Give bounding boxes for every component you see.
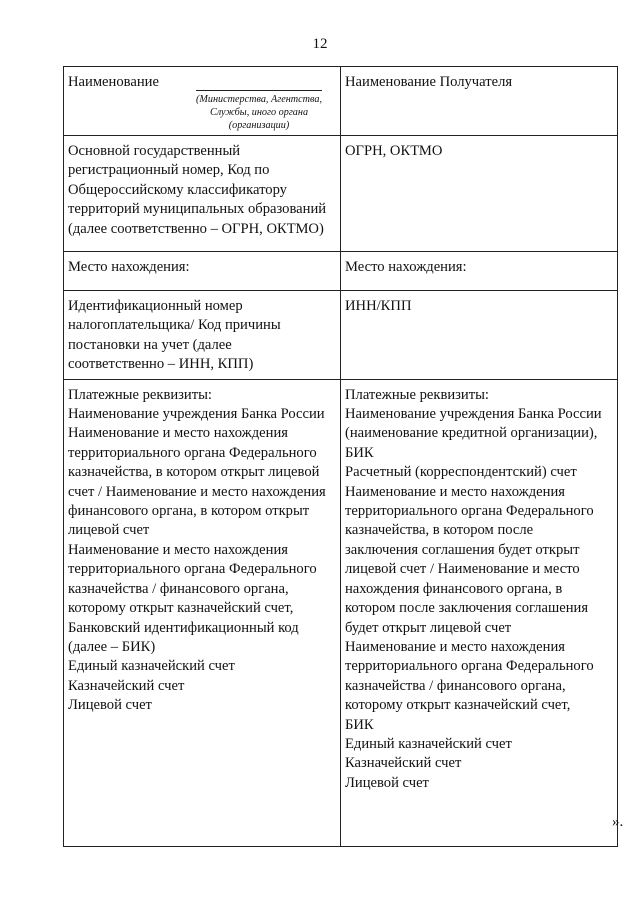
text-line: (далее – БИК) xyxy=(68,638,156,655)
requisites-table xyxy=(63,66,618,847)
text-line: казначейства, в котором открыт лицевой xyxy=(68,464,320,481)
text-line: казначейства / финансового органа, xyxy=(345,677,566,694)
text-line: Общероссийскому классификатору xyxy=(68,181,287,198)
text-line: Идентификационный номер xyxy=(68,298,243,314)
text-line: Казначейский счет xyxy=(345,755,462,772)
blank-fill-line xyxy=(196,90,322,91)
text-line: лицевой счет xyxy=(68,522,150,539)
cell-inn-left xyxy=(64,291,341,380)
text-line: которому открыт казначейский счет, xyxy=(345,697,571,714)
cell-payment-right xyxy=(341,379,618,846)
text-line: котором после заключения соглашения xyxy=(345,600,589,617)
text-line: Банковский идентификационный код xyxy=(68,619,299,636)
text-line: (далее соответственно – ОГРН, ОКТМО) xyxy=(68,220,324,237)
text-line: Наименование учреждения Банка России xyxy=(68,406,325,423)
text-line: Расчетный (корреспондентский) счет xyxy=(345,464,577,481)
cell-place-left xyxy=(64,252,341,291)
table-row-name xyxy=(64,67,618,136)
text-line: Наименование и место нахождения xyxy=(345,483,565,500)
cell-payment-left xyxy=(64,379,341,846)
text-line: БИК xyxy=(345,716,374,733)
text-line: Наименование и место нахождения xyxy=(345,638,565,655)
text-line: Наименование учреждения Банка России xyxy=(345,406,602,423)
page-number: 12 xyxy=(312,36,328,52)
table-row-inn xyxy=(64,291,618,380)
cell-ogrn-right xyxy=(341,136,618,252)
text-line: соответственно – ИНН, КПП) xyxy=(68,356,254,373)
name-hint xyxy=(186,93,332,132)
cell-name-left xyxy=(64,67,341,136)
text-line: нахождения финансового органа, в xyxy=(345,580,563,597)
table-row-ogrn xyxy=(64,136,618,252)
text-line: Наименование и место нахождения xyxy=(68,425,288,442)
hint-line: (организации) xyxy=(228,120,290,131)
text-line: постановки на учет (далее xyxy=(68,336,232,353)
text-line: Наименование и место нахождения xyxy=(68,541,288,558)
text-line: казначейства / финансового органа, xyxy=(68,580,289,597)
text-line: регистрационный номер, Код по xyxy=(68,162,270,179)
text-line: территориального органа Федерального xyxy=(345,658,594,675)
table-row-payment xyxy=(64,379,618,846)
recipient-name-label: Наименование Получателя xyxy=(345,74,513,90)
text-line: счет / Наименование и место нахождения xyxy=(68,483,326,500)
place-label: Место нахождения: xyxy=(345,259,467,275)
text-line: будет открыт лицевой счет xyxy=(345,619,512,636)
hint-line: Службы, иного органа xyxy=(209,107,309,118)
text-line: Единый казначейский счет xyxy=(345,735,512,752)
text-line: Платежные реквизиты: xyxy=(345,386,489,403)
text-line: БИК xyxy=(345,444,374,461)
text-line: Основной государственный xyxy=(68,143,241,159)
text-line: Единый казначейский счет xyxy=(68,658,235,675)
text-line: (наименование кредитной организации), xyxy=(345,425,598,442)
text-line: Лицевой счет xyxy=(345,774,429,791)
text-line: финансового органа, в котором открыт xyxy=(68,503,310,520)
text-line: ОГРН, ОКТМО xyxy=(345,143,443,159)
hint-line: (Министерства, Агентства, xyxy=(195,94,323,105)
place-label: Место нахождения: xyxy=(68,259,190,275)
text-line: Лицевой счет xyxy=(68,697,152,714)
table-row-place xyxy=(64,252,618,291)
text-line: заключения соглашения будет открыт xyxy=(345,541,580,558)
cell-place-right xyxy=(341,252,618,291)
cell-name-right xyxy=(341,67,618,136)
text-line: ИНН/КПП xyxy=(345,298,412,314)
text-line: территориального органа Федерального xyxy=(68,561,317,578)
text-line: налогоплательщика/ Код причины xyxy=(68,317,281,334)
closing-quote: ». xyxy=(612,814,624,830)
text-line: территориального органа Федерального xyxy=(345,503,594,520)
name-label: Наименование xyxy=(68,74,159,90)
text-line: которому открыт казначейский счет, xyxy=(68,600,294,617)
text-line: территорий муниципальных образований xyxy=(68,201,327,218)
text-line: территориального органа Федерального xyxy=(68,444,317,461)
text-line: лицевой счет / Наименование и место xyxy=(345,561,580,578)
cell-ogrn-left xyxy=(64,136,341,252)
text-line: Платежные реквизиты: xyxy=(68,386,212,403)
cell-inn-right xyxy=(341,291,618,380)
text-line: Казначейский счет xyxy=(68,677,185,694)
text-line: казначейства, в котором после xyxy=(345,522,534,539)
